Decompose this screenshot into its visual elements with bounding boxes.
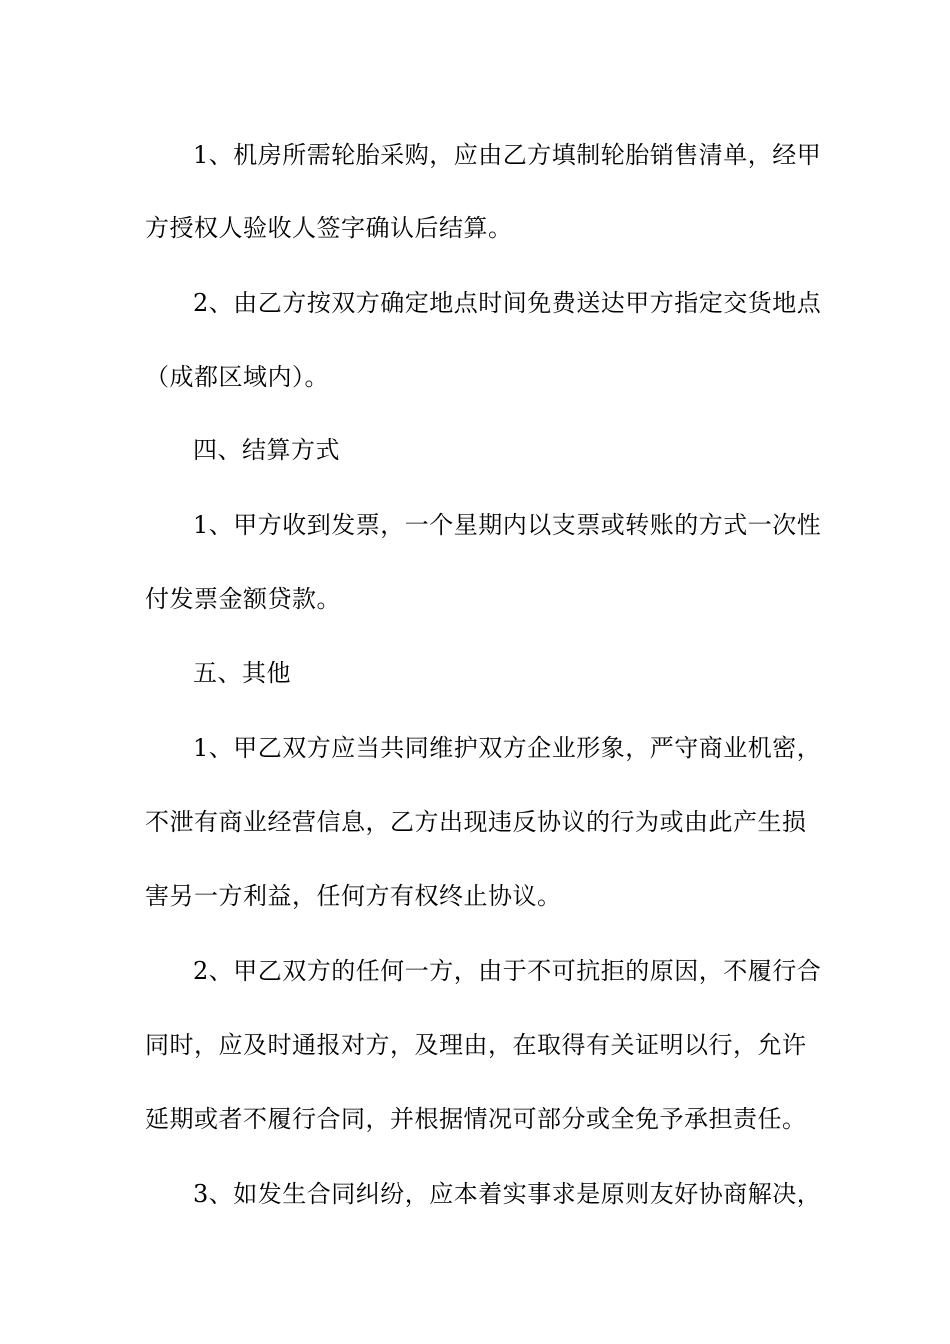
clause-3-1-line-2: 方授权人验收人签字确认后结算。 [145, 214, 513, 242]
clause-3-2-line-1: 2、由乙方按双方确定地点时间免费送达甲方指定交货地点 [193, 289, 822, 317]
clause-4-1-line-1: 1、甲方收到发票，一个星期内以支票或转账的方式一次性 [193, 511, 822, 539]
clause-5-2-line-3: 延期或者不履行合同，并根据情况可部分或全免予承担责任。 [145, 1105, 807, 1133]
clause-5-1-line-1: 1、甲乙双方应当共同维护双方企业形象，严守商业机密， [193, 734, 822, 762]
clause-3-2-line-2: （成都区域内）。 [145, 363, 329, 391]
section-heading-other: 五、其他 [193, 659, 291, 687]
clause-5-2-line-2: 同时，应及时通报对方，及理由，在取得有关证明以行，允许 [145, 1031, 807, 1059]
clause-5-3-line-1: 3、如发生合同纠纷，应本着实事求是原则友好协商解决， [193, 1180, 822, 1208]
section-heading-settlement: 四、结算方式 [193, 436, 340, 464]
clause-3-1-line-1: 1、机房所需轮胎采购，应由乙方填制轮胎销售清单，经甲 [193, 141, 822, 169]
clause-5-2-line-1: 2、甲乙双方的任何一方，由于不可抗拒的原因，不履行合 [193, 957, 822, 985]
clause-4-1-line-2: 付发票金额贷款。 [145, 585, 341, 613]
clause-5-1-line-2: 不泄有商业经营信息，乙方出现违反协议的行为或由此产生损 [145, 808, 807, 836]
clause-5-1-line-3: 害另一方利益，任何方有权终止协议。 [145, 882, 562, 910]
